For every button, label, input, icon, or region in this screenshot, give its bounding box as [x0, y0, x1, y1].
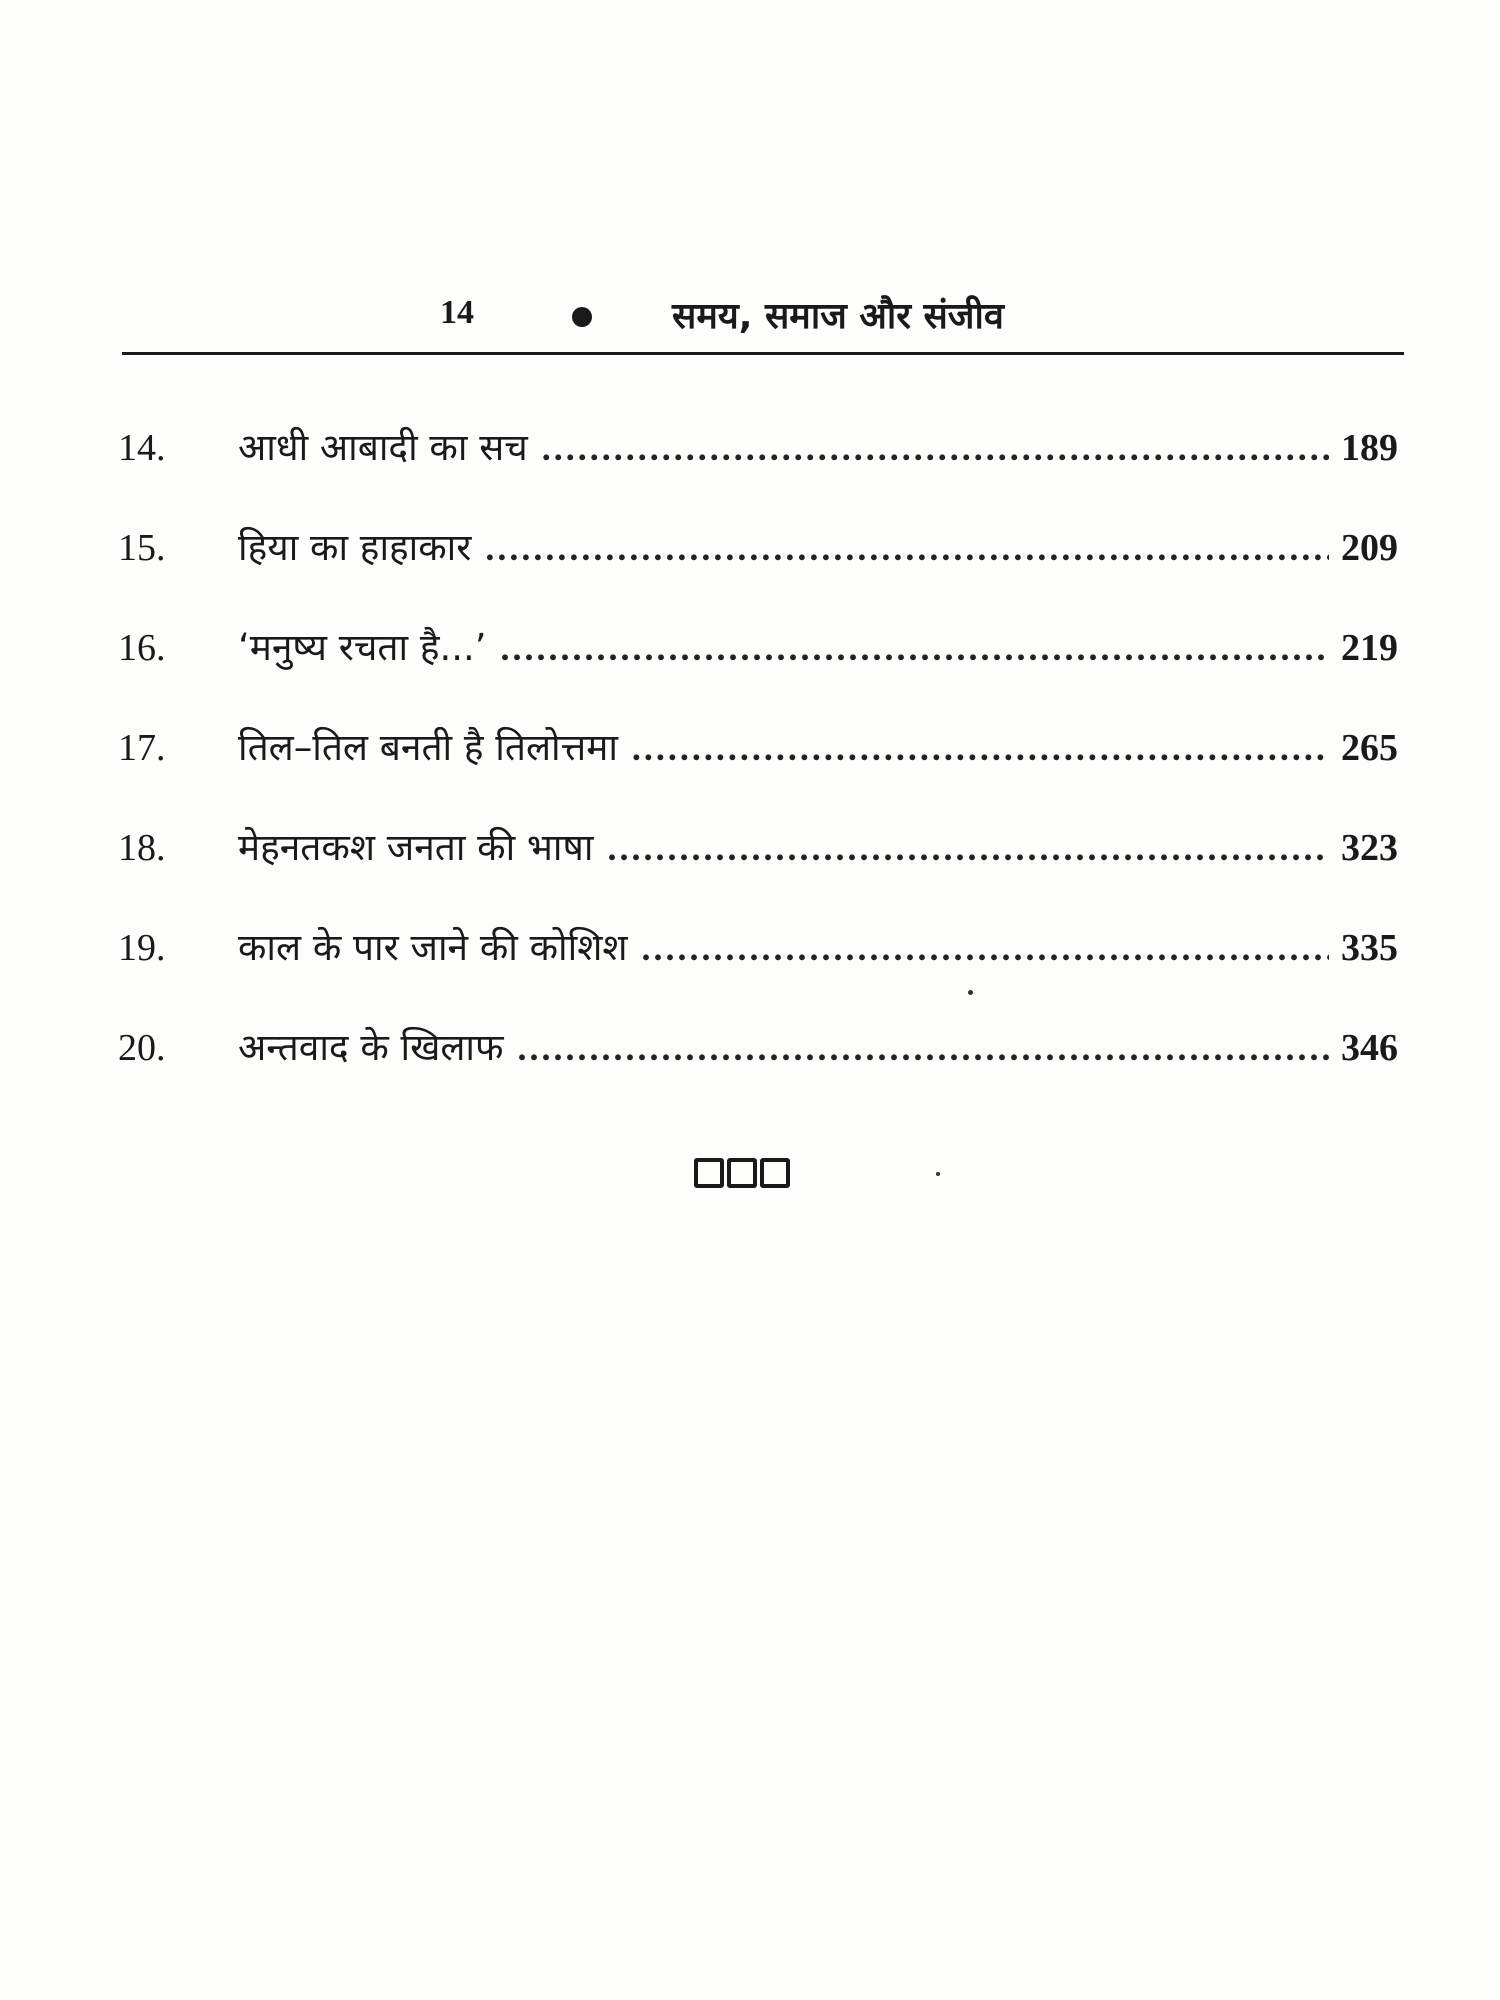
toc-entry-title: आधी आबादी का सच	[238, 426, 528, 469]
toc-entry-title: तिल–तिल बनती है तिलोत्तमा	[238, 726, 618, 769]
square-ornament-icon	[694, 1158, 724, 1188]
toc-entry-number: 19.	[118, 927, 166, 969]
toc-entry	[118, 1020, 1398, 1120]
dot-leader	[607, 827, 1329, 869]
print-speck	[936, 1172, 940, 1176]
toc-entry-number: 20.	[118, 1027, 166, 1069]
square-ornament-icon	[727, 1158, 757, 1188]
toc-entry-page: 335	[1341, 927, 1398, 969]
toc-entry	[118, 420, 1398, 520]
toc-entry-page: 323	[1341, 827, 1398, 869]
table-of-contents	[118, 420, 1398, 1120]
toc-entry	[118, 720, 1398, 820]
dot-leader	[542, 427, 1329, 469]
toc-entry-title: मेहनतकश जनता की भाषा	[238, 826, 594, 869]
toc-entry	[118, 920, 1398, 1020]
toc-entry-page: 209	[1341, 527, 1398, 569]
toc-entry	[118, 620, 1398, 720]
square-ornament-icon	[760, 1158, 790, 1188]
toc-entry-number: 14.	[118, 427, 166, 469]
toc-entry-number: 15.	[118, 527, 166, 569]
toc-entry-page: 265	[1341, 727, 1398, 769]
toc-entry-title: काल के पार जाने की कोशिश	[238, 926, 628, 969]
toc-entry-title: हिया का हाहाकार	[238, 526, 472, 569]
dot-leader	[485, 527, 1329, 569]
bullet-icon	[572, 307, 592, 327]
book-title: समय, समाज और संजीव	[672, 296, 1004, 337]
toc-entry-page: 346	[1341, 1027, 1398, 1069]
print-speck	[968, 990, 973, 995]
toc-entry-number: 16.	[118, 627, 166, 669]
toc-entry	[118, 520, 1398, 620]
toc-entry-title: अन्तवाद के खिलाफ	[238, 1026, 504, 1069]
toc-entry-page: 189	[1341, 427, 1398, 469]
toc-entry-number: 17.	[118, 727, 166, 769]
dot-leader	[501, 627, 1329, 669]
running-header	[0, 288, 1500, 344]
toc-entry-number: 18.	[118, 827, 166, 869]
page-number: 14	[440, 294, 474, 331]
toc-entry-title: ‘मनुष्य रचता है...’	[238, 626, 487, 669]
toc-entry	[118, 820, 1398, 920]
dot-leader	[632, 727, 1329, 769]
dot-leader	[518, 1027, 1329, 1069]
toc-entry-page: 219	[1341, 627, 1398, 669]
end-of-section-mark	[694, 1158, 790, 1188]
dot-leader	[642, 927, 1329, 969]
header-rule	[122, 352, 1404, 355]
